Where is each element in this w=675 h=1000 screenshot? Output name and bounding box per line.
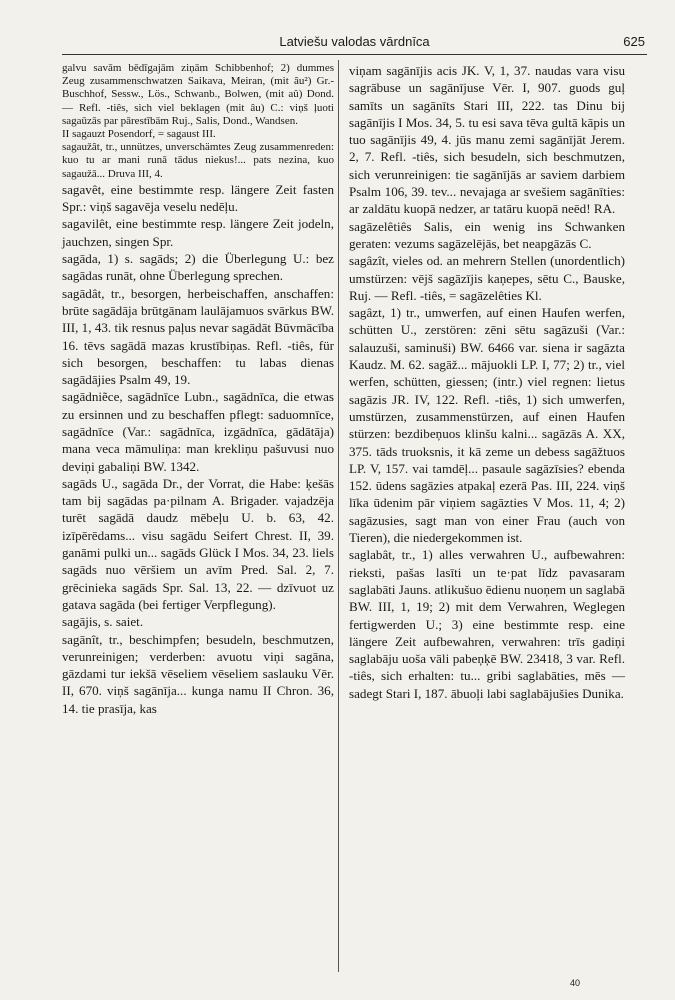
dictionary-entry: sagāzelêtiês Salis, ein wenig ins Schwanken geraten: vezums sagāzelējās, bet neapgāzās C.	[349, 218, 625, 251]
column-divider	[338, 60, 339, 972]
dictionary-entry: viņam sagānījis acis JK. V, 1, 37. naudas vara visu sagrābuse un sagānījuse Vēr. I, 907. guods guļ samīts un sagānīts Stari III, 222. tas Dinu bij sagānījis I Mos. 34, 5. tu esi sava tēva gultā kāpis un tuo sagānījis 49, 4. jūs manu zemi sagānījāt Jerem. 2, 7. Refl. -tiês, sich besudeln, sich beschmutzen, sich verunreinigen: tie sagānījās ar saviem darbiem Psalm 106, 39. tev... nevajaga ar svešiem sagānīties: ar zaldātu kuopā nedzer, ar tatāru kuopā neēd! RA.	[349, 63, 625, 217]
dictionary-entry: sagājis, s. saiet.	[62, 614, 144, 630]
running-title: Latviešu valodas vārdnīca	[279, 34, 430, 49]
dictionary-entry: sagāda, 1) s. sagāds; 2) die Überlegung U.: bez sagādas runāt, ohne Überlegung sprechen.	[62, 251, 334, 284]
dictionary-entry: sagavêt, eine bestimmte resp. längere Zeit fasten Spr.: viņš sagavēja veselu nedēļu.	[62, 181, 334, 215]
dictionary-entry: sagâzît, vieles od. an mehrern Stellen (unordentlich) umstürzen: vējš sagāzījis kaņepes, sētu C., Bauske, Ruj. — Refl. -tiês, = sagāzelêties Kl.	[349, 253, 625, 303]
dictionary-entry: sagādât, tr., besorgen, herbeischaffen, anschaffen: brūte sagādāja brūtgānam laulājamuos svārkus BW. III, 1, 43. tik resnus paļus nevar sagādāt Būvmācība 16. tēvs sagādā mazas krustībiņas. Refl. -tiês, für sich besorgen, beschaffen: tu labas dienas sagādājies Psalm 49, 19.	[62, 285, 334, 388]
dictionary-entry: II sagauzt Posendorf, = sagaust III.	[62, 128, 216, 141]
dictionary-entry: sagâzt, 1) tr., umwerfen, auf einen Haufen werfen, schütten U., zerstören: zēni sētu sagāzuši (Var.: salauzuši, saminuši) BW. 6466 var. siena ir sagāzta Kaudz. M. 62. sagāž... mājuokli LP. I, 77; 2) tr., viel werfen, schütten, giessen; (intr.) viel regnen: lietus sagāzis JR. IV, 122. Refl. -tiês, 1) sich umwerfen, umstürzen, zusammenstürzen, auf einen Haufen stürzen: bezdibeņuos klinšu kalni... sagāzās A. XX, 375. tāds truoksnis, it kā zeme un debess sagāžtuos LP. V, 157. vai tamdēļ... pasaule sagāzīsies? ebenda 152. ūdens sagāzies atpakaļ ezerā Pas. III, 224. viņš līka ūdenim pār viņiem sagāzties V Mos. 11, 4; 2) sagāzusies, sagt man von einer Frau (auch von Tieren), die niedergekommen ist.	[349, 305, 625, 546]
dictionary-entry: sagavilêt, eine bestimmte resp. längere Zeit jodeln, jauchzen, singen Spr.	[62, 216, 334, 249]
dictionary-entry: sagāds U., sagāda Dr., der Vorrat, die Habe: ķešās tam bij sagādas pa·pilnam A. Brigader. vajadzēja turēt sagādā daudz mēbeļu U. b. 63, 42. izīpērēdams... visu sagādu Seifert Chrest. II, 39. ganāmi pulki un... sagāds Glück I Mos. 34, 23. liels sagāds nuo vēršiem un avīm Pred. Sal. 2, 7. grēcinieka sagāds Spr. Sal. 13, 22. — dzīvuot uz gatava sagāda (bei fertiger Verpflegung).	[62, 475, 334, 612]
dictionary-entry: saglabât, tr., 1) alles verwahren U., aufbewahren: rieksti, pašas lasīti un te·pat līdz pavasaram saglabāti Jauns. atlikušuo ēdienu nuoņem un saglabā BW. III, 1, 19; 2) mit dem Verwahren, Weglegen fertigwerden U.; 3) eine bestimmte resp. eine längere Zeit aufbewahren, verwahren: trīs gadiņi saglabāju uoša vāli pabeņķē BW. 23418, 3 var. Refl. -tiês, sich erhalten: tu... gribi saglabāties, mēs — sadegt Stari I, 187. ābuoļi labi saglabājušies Dunika.	[349, 547, 625, 701]
right-column	[349, 62, 625, 702]
signature-mark: 40	[570, 978, 581, 988]
dictionary-entry: sagaužât, tr., unnützes, unverschämtes Zeug zusammenreden: kuo tu ar mani runā tādus niekus!... pats nezina, kuo sagaužā... Druva III, 4.	[62, 141, 334, 180]
page-header	[62, 28, 647, 55]
page-number: 625	[623, 34, 645, 49]
left-column	[62, 62, 334, 717]
dictionary-entry: galvu savām bēdīgajām ziņām Schibbenhof; 2) dummes Zeug zusammenschwatzen Saikava, Meiran, (mit âu²) Gr.-Buschhof, Sessw., Lös., Schwanb., Bolwen, (mit aû) Dond. — Refl. -tiês, sich viel beklagen (mit âu) C.: viņš ļuoti sagaūzās par pārestībām Ruj., Salis, Dond., Wandsen.	[62, 62, 334, 127]
dictionary-entry: sagānît, tr., beschimpfen; besudeln, beschmutzen, verunreinigen; verderben: avuotu viņi sagāna, gāzdami tur iekšā vēseliem vēseliem saslauku Vēr. II, 670. viņš sagānīja... kunga namu II Chron. 36, 14. tie prasīja, kas	[62, 631, 334, 716]
dictionary-entry: sagādniẽce, sagādnīce Lubn., sagādnīca, die etwas zu ersinnen und zu beschaffen pflegt: saduomnīce, sagādnīce (Var.: sagādnīca, izgādnīca, gādātāja) mana veca māmuliņa: man krekliņu pašuvusi nuo deviņi gabaliņi BW. 1342.	[62, 389, 334, 474]
